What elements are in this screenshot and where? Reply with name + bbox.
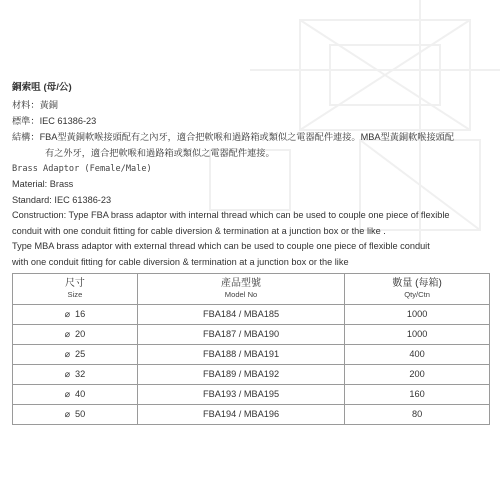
description-block	[12, 80, 492, 270]
model-cell: FBA187 / MBA190	[137, 325, 344, 345]
table-row	[13, 345, 490, 365]
size-cell	[13, 305, 138, 325]
qty-cell: 200	[345, 365, 490, 385]
table-row	[13, 385, 490, 405]
model-cell: FBA188 / MBA191	[137, 345, 344, 365]
qty-cell: 400	[345, 345, 490, 365]
qty-cell: 160	[345, 385, 490, 405]
construction-line3-en: Type MBA brass adaptor with external thread which can be used to couple one piece of flexible conduit	[12, 241, 430, 251]
header-model-en: Model No	[224, 290, 258, 299]
model-cell: FBA184 / MBA185	[137, 305, 344, 325]
header-qty	[345, 274, 490, 305]
model-cell: FBA189 / MBA192	[137, 365, 344, 385]
spec-table	[12, 273, 490, 425]
size-value: 50	[75, 409, 86, 419]
standard-value-zh: IEC 61386-23	[39, 116, 97, 126]
diameter-icon: ⌀	[64, 309, 71, 319]
model-cell: FBA194 / MBA196	[137, 405, 344, 425]
standard-label-zh: 標準：	[12, 116, 40, 126]
construction-line4-en: with one conduit fitting for cable diversion & termination at a junction box or the like	[12, 256, 349, 267]
table-header-row	[13, 274, 490, 305]
table-row	[13, 365, 490, 385]
material-zh	[12, 97, 492, 113]
diameter-icon: ⌀	[64, 409, 71, 419]
header-model	[137, 274, 344, 305]
header-qty-en: Qty/Ctn	[404, 290, 430, 299]
qty-cell: 80	[345, 405, 490, 425]
size-value: 32	[75, 369, 86, 379]
header-size-en: Size	[67, 290, 83, 299]
size-value: 40	[75, 389, 86, 399]
construction-line2-en: conduit with one conduit fitting for cable diversion & termination at a junction box or the like .	[12, 225, 386, 236]
size-cell	[13, 345, 138, 365]
standard-zh	[12, 113, 492, 129]
header-qty-zh: 數量 (每箱)	[392, 278, 442, 289]
construction-zh	[12, 129, 492, 145]
table-row	[13, 325, 490, 345]
diameter-icon: ⌀	[64, 329, 71, 339]
material-en: Material: Brass	[12, 179, 74, 189]
qty-cell: 1000	[345, 325, 490, 345]
material-value-zh: 黃銅	[39, 100, 58, 110]
product-title-en: Brass Adaptor (Female/Male)	[12, 164, 152, 174]
size-value: 20	[75, 329, 86, 339]
header-size-zh: 尺寸	[64, 278, 85, 289]
diameter-icon: ⌀	[64, 369, 71, 379]
construction-line1-en: Construction: Type FBA brass adaptor with internal thread which can be used to couple one piece of flexible	[12, 210, 450, 220]
header-model-zh: 產品型號	[221, 278, 262, 289]
diameter-icon: ⌀	[64, 389, 71, 399]
header-size	[13, 274, 138, 305]
table-row	[13, 405, 490, 425]
size-cell	[13, 405, 138, 425]
size-value: 25	[75, 349, 86, 359]
model-cell: FBA193 / MBA195	[137, 385, 344, 405]
size-cell	[13, 385, 138, 405]
construction-label-zh: 結構：	[12, 132, 40, 142]
table-row	[13, 305, 490, 325]
size-cell	[13, 365, 138, 385]
construction-line2-zh: 有之外牙，適合把軟喉和過路箱或類似之電器配件連接。	[45, 148, 275, 158]
size-cell	[13, 325, 138, 345]
size-value: 16	[75, 309, 86, 319]
diameter-icon: ⌀	[64, 349, 71, 359]
construction-line1-zh: FBA型黃銅軟喉接頭配有之內牙，適合把軟喉和過路箱或類似之電器配件連接。MBA型黃銅軟喉接頭配	[39, 132, 455, 142]
qty-cell: 1000	[345, 305, 490, 325]
standard-en: Standard: IEC 61386-23	[12, 194, 112, 205]
material-label-zh: 材料：	[12, 100, 40, 110]
product-title-zh: 銅索咀 (母/公)	[12, 82, 72, 93]
